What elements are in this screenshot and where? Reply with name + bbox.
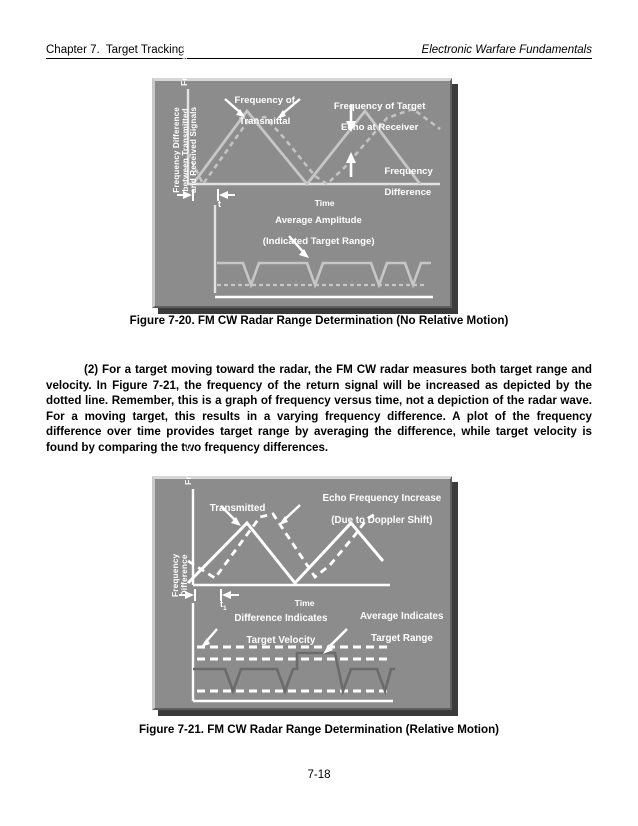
fig21-top-panel: Frequency Transmitted Echo Frequency Increase (Due to Doppler Shift) Time $t_1$ bbox=[155, 479, 450, 601]
figure-7-20 bbox=[152, 41, 452, 308]
fig20-top-panel bbox=[155, 41, 450, 210]
page-running-header bbox=[46, 44, 592, 59]
fig20-top-x-axis-label: Time bbox=[314, 197, 335, 208]
fig21-callout-target-velocity: Difference Indicates Target Velocity bbox=[234, 612, 328, 646]
fig20-top-y-axis-text: Frequency bbox=[179, 41, 189, 86]
fig21-callout-transmitted: Transmitted bbox=[209, 502, 266, 514]
fig21-interval-label-subscript: 1 bbox=[223, 604, 227, 612]
fig20-callout-frequency-difference: Frequency Difference bbox=[384, 165, 433, 199]
fig20-difference-trace bbox=[217, 263, 431, 285]
header-chapter-title: Chapter 7. Target Tracking bbox=[46, 44, 185, 56]
fig21-interval-label: $t_1$ bbox=[220, 599, 227, 612]
fig20-arrow-freq-diff-lower bbox=[346, 152, 356, 177]
figure-7-20-frame bbox=[152, 41, 452, 308]
fig21-callout-target-range: Average Indicates Target Range bbox=[359, 610, 444, 644]
body-paragraph: (2) For a target moving toward the radar, the FM CW radar measures both target range and velocity. In Figure 7-21, the frequency of the return signal will be increased as depicted by the dotted line. Remember, this is a graph of frequency versus time, not a depiction of the radar wave. For a moving target, this results in a varying frequency difference. A plot of the frequency difference over time provides target range by averaging the difference, while target velocity is found by comparing the two frequency differences. bbox=[46, 363, 592, 454]
page-number: 7-18 bbox=[307, 769, 331, 781]
fig21-top-x-axis-label: Time bbox=[294, 597, 315, 608]
fig20-interval-label: t bbox=[218, 199, 222, 210]
figure-7-21-frame bbox=[152, 440, 452, 710]
fig21-bottom-panel: Frequency Difference Difference Indicates Target Velocity Average Indicates Target Range bbox=[155, 601, 450, 711]
figure-7-21-caption: Figure 7-21. FM CW Radar Range Determination (Relative Motion) bbox=[138, 723, 500, 736]
figure-7-20-caption: Figure 7-20. FM CW Radar Range Determination (No Relative Motion) bbox=[129, 314, 509, 327]
fig20-callout-average-amplitude: Average Amplitude (Indicated Target Range) bbox=[262, 214, 375, 248]
header-book-title: Electronic Warfare Fundamentals bbox=[421, 44, 592, 56]
fig20-callout-transmittal: Frequency of Transmittal bbox=[234, 94, 295, 128]
figure-7-21 bbox=[152, 440, 452, 710]
fig20-callout-echo: Frequency of Target Echo at Receiver bbox=[333, 100, 426, 134]
fig21-callout-echo-increase: Echo Frequency Increase (Due to Doppler Shift) bbox=[322, 492, 442, 526]
fig20-bottom-panel: Frequency Difference between Transmitted and Received Signals Average Amplitude (Indicated Target Range) bbox=[155, 201, 450, 306]
